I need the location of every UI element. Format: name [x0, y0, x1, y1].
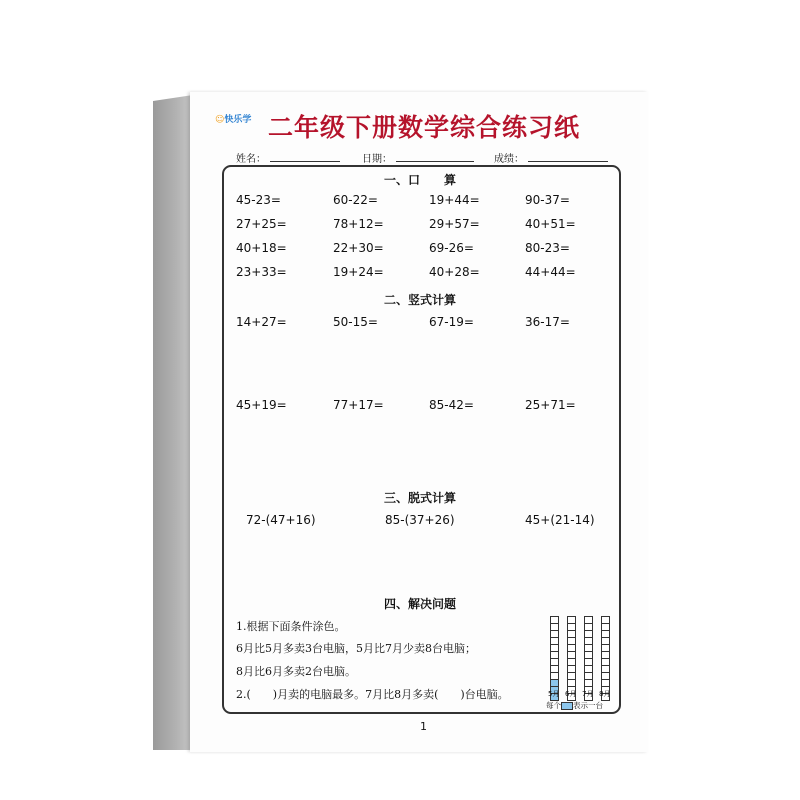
oral-problem: 22+30=: [333, 241, 384, 255]
oral-problem: 40+51=: [525, 217, 576, 231]
oral-problem: 44+44=: [525, 265, 576, 279]
chart-month-label: 5月: [548, 690, 560, 698]
problem-line: 8月比6月多卖2台电脑。: [236, 665, 356, 678]
score-field[interactable]: 成绩：: [494, 150, 608, 165]
section-title-oral: 一、口 算: [384, 173, 457, 187]
date-field[interactable]: 日期：: [362, 150, 474, 165]
oral-problem: 45-23=: [236, 193, 281, 207]
vertical-problem: 45+19=: [236, 398, 287, 412]
page-number: 1: [420, 720, 427, 733]
vertical-problem: 67-19=: [429, 315, 474, 329]
chart-month-label: 8月: [599, 690, 611, 698]
section-title-vertical: 二、竖式计算: [384, 293, 457, 307]
chart-legend: 每个 表示一台: [546, 701, 603, 710]
oral-problem: 78+12=: [333, 217, 384, 231]
chart-month-label: 7月: [582, 690, 594, 698]
page-title: 二年级下册数学综合练习纸: [268, 113, 581, 142]
vertical-problem: 25+71=: [525, 398, 576, 412]
oral-problem: 27+25=: [236, 217, 287, 231]
vertical-problem: 14+27=: [236, 315, 287, 329]
problem-line: 1.根据下面条件涂色。: [236, 620, 346, 633]
oral-problem: 69-26=: [429, 241, 474, 255]
vertical-problem: 85-42=: [429, 398, 474, 412]
section-title-problems: 四、解决问题: [384, 597, 457, 611]
oral-problem: 80-23=: [525, 241, 570, 255]
chart-month-label: 6月: [565, 690, 577, 698]
oral-problem: 19+44=: [429, 193, 480, 207]
stepwise-problem: 85-(37+26): [385, 513, 455, 527]
chart-bar-7-month[interactable]: [584, 616, 593, 700]
vertical-problem: 36-17=: [525, 315, 570, 329]
name-field[interactable]: 姓名：: [236, 150, 340, 165]
problem-line: 6月比5月多卖3台电脑，5月比7月少卖8台电脑；: [236, 642, 476, 655]
problem-line: 2.( )月卖的电脑最多。7月比8月多卖( )台电脑。: [236, 688, 509, 701]
vertical-problem: 77+17=: [333, 398, 384, 412]
stepwise-problem: 45+(21-14): [525, 513, 595, 527]
oral-problem: 29+57=: [429, 217, 480, 231]
stepwise-problem: 72-(47+16): [246, 513, 316, 527]
vertical-problem: 50-15=: [333, 315, 378, 329]
oral-problem: 90-37=: [525, 193, 570, 207]
legend-swatch: [561, 702, 573, 710]
chart-bar-6-month[interactable]: [567, 616, 576, 700]
oral-problem: 19+24=: [333, 265, 384, 279]
chart-bar-5-month[interactable]: [550, 616, 559, 700]
chart-bar-8-month[interactable]: [601, 616, 610, 700]
oral-problem: 40+18=: [236, 241, 287, 255]
oral-problem: 60-22=: [333, 193, 378, 207]
section-title-stepwise: 三、脱式计算: [384, 491, 457, 505]
book-spine: [153, 95, 193, 750]
brand-logo: ☺快乐学: [215, 115, 252, 125]
oral-problem: 23+33=: [236, 265, 287, 279]
oral-problem: 40+28=: [429, 265, 480, 279]
